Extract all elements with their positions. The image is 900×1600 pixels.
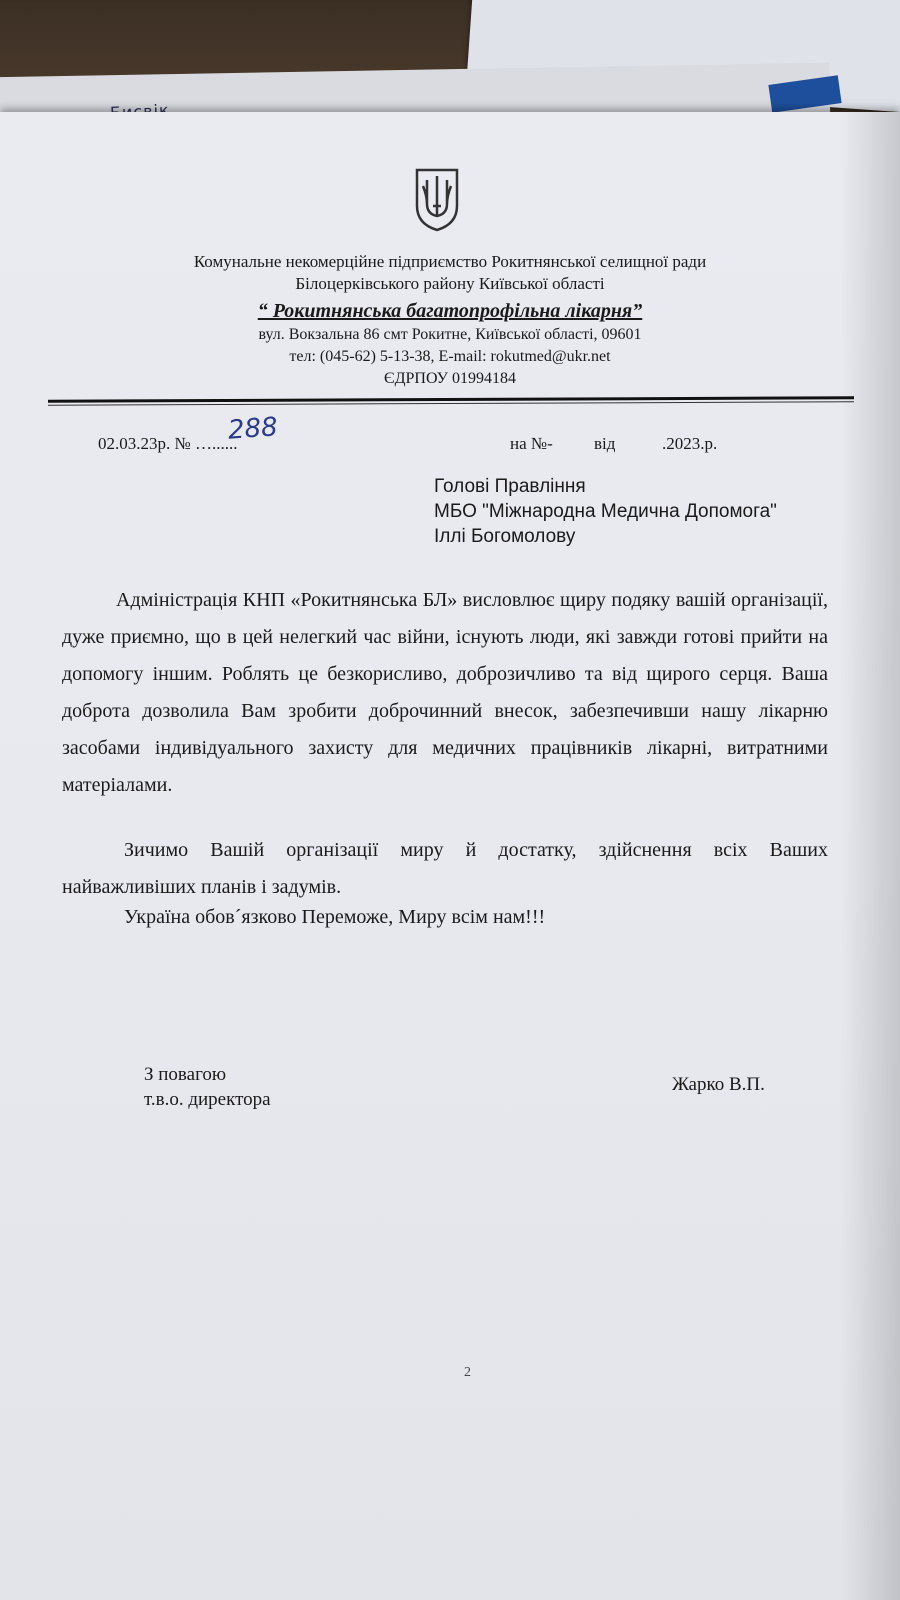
- org-line-2: Білоцерківського району Київської області: [295, 274, 605, 293]
- incoming-year: .2023.р.: [662, 434, 718, 453]
- handwritten-number: 288: [227, 412, 279, 446]
- body-paragraph-2: Зичимо Вашій організації миру й достатку, здійснення всіх Ваших найважливіших планів і задумів.: [62, 839, 828, 898]
- registry-code: ЄДРПОУ 01994184: [384, 370, 516, 387]
- incoming-from: від: [594, 434, 616, 453]
- address-line: вул. Вокзальна 86 смт Рокитне, Київської області, 09601: [258, 326, 642, 343]
- page-number: 2: [464, 1365, 471, 1380]
- signer-name: Жарко В.П.: [672, 1074, 765, 1095]
- body-paragraph-3: Україна обов´язково Переможе, Миру всім нам!!!: [124, 906, 546, 928]
- addressee-line-1: Голові Правління: [434, 476, 586, 497]
- contacts-line: тел: (045-62) 5-13-38, E-mail: rokutmed@ukr.net: [289, 348, 611, 365]
- addressee-line-3: Іллі Богомолову: [434, 526, 576, 547]
- trident-icon: [413, 166, 461, 232]
- signature-block: [144, 1062, 271, 1112]
- body-paragraph-1: Адміністрація КНП «Рокитнянська БЛ» висловлює щиру подяку вашій організації, дуже приємно, що в цей нелегкий час війни, існують люди, які завжди готові прийти на допомогу іншим. Роблять це безкорисливо, доброзичливо та від щирого серця. Ваша доброта дозволила Вам зробити доброчинний внесок, забезпечивши нашу лікарню засобами індивідуального захисту для медичних працівників лікарні, витратними матеріалами.: [62, 589, 828, 796]
- regards-text: З повагою: [144, 1064, 227, 1085]
- addressee-line-2: МБО "Міжнародна Медична Допомога": [434, 501, 777, 522]
- incoming-number: на №-: [510, 434, 553, 453]
- signer-position: т.в.о. директора: [144, 1089, 271, 1110]
- letter-sheet: [0, 112, 900, 1600]
- addressee-block: [434, 474, 777, 549]
- hospital-name: “ Рокитнянська багатопрофільна лікарня”: [257, 300, 643, 322]
- org-line-1: Комунальне некомерційне підприємство Рокитнянської селищної ради: [193, 252, 707, 271]
- outgoing-date-number: 02.03.23р. № …......: [98, 434, 238, 453]
